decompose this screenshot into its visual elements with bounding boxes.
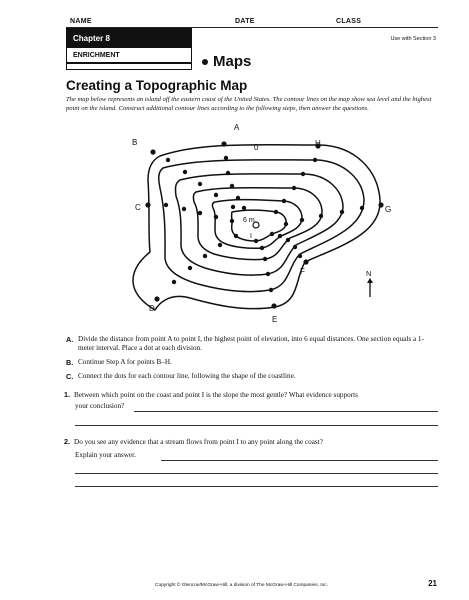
step-a-text: Divide the distance from point A to point I, the highest point of elevation, into 6 equal distances. One section equals a 1-meter interval. Place a dot at each division. xyxy=(78,335,424,352)
dot-c-3 xyxy=(198,211,202,215)
dot-c-2 xyxy=(182,207,186,211)
dot-f-3 xyxy=(286,238,290,242)
sea-level-label: 0 xyxy=(254,143,259,152)
point-e-label: E xyxy=(272,315,278,324)
dot-e-1 xyxy=(269,288,273,292)
point-g-dot xyxy=(378,202,383,207)
question-2-label: 2. xyxy=(64,437,70,446)
class-label: CLASS xyxy=(336,18,362,25)
dot-f-5 xyxy=(270,232,274,236)
point-f-dot xyxy=(303,259,308,264)
date-label: DATE xyxy=(235,18,255,25)
step-c-label: C. xyxy=(66,372,74,381)
question-1-label: 1. xyxy=(64,390,70,399)
dot-a-2 xyxy=(226,171,230,175)
dot-h-3 xyxy=(292,186,296,190)
dot-d-4 xyxy=(218,243,222,247)
dot-f-2 xyxy=(293,245,297,249)
dot-d-1 xyxy=(172,280,176,284)
point-h-label: H xyxy=(315,139,321,148)
step-a-label: A. xyxy=(66,335,74,344)
dot-g-2 xyxy=(340,210,344,214)
dot-h-4 xyxy=(282,199,286,203)
point-c-dot xyxy=(145,202,150,207)
dot-a-1 xyxy=(224,156,228,160)
dot-h-5 xyxy=(274,210,278,214)
point-f-label: F xyxy=(300,267,305,276)
answer-line-2a[interactable] xyxy=(161,460,438,461)
dot-e-5 xyxy=(254,239,258,243)
activity-intro: The map below represents an island off the eastern coast of the United States. The contour lines on the map show sea level and the highest point on the island. Construct additional contour lines according to the following steps, then answer the questions. xyxy=(66,96,432,112)
point-a-label: A xyxy=(234,123,240,132)
dot-e-2 xyxy=(266,272,270,276)
dot-h-1 xyxy=(313,158,317,162)
question-1-line2: your conclusion? xyxy=(75,402,125,410)
name-label: NAME xyxy=(70,18,92,25)
section-title-text: Maps xyxy=(213,53,252,70)
dot-e-3 xyxy=(263,257,267,261)
dot-e-4 xyxy=(260,246,264,250)
question-1 xyxy=(64,390,442,400)
peak-label: I xyxy=(250,233,252,240)
question-2-line2: Explain your answer. xyxy=(75,451,136,459)
page-number: 21 xyxy=(428,579,437,588)
step-b-label: B. xyxy=(66,358,74,367)
dot-g-3 xyxy=(319,214,323,218)
answer-line-1a[interactable] xyxy=(134,411,438,412)
dot-h-2 xyxy=(301,172,305,176)
dot-d-5 xyxy=(234,234,238,238)
dot-a-4 xyxy=(236,196,240,200)
peak-elevation-label: 6 m xyxy=(243,217,255,224)
step-c xyxy=(66,372,440,381)
dot-c-4 xyxy=(214,215,218,219)
step-b-text: Continue Step A for points B–H. xyxy=(78,358,172,366)
answer-line-1b[interactable] xyxy=(75,425,438,426)
step-c-text: Connect the dots for each contour line, following the shape of the coastline. xyxy=(78,372,296,380)
dot-c-5 xyxy=(230,219,234,223)
dot-b-1 xyxy=(166,158,170,162)
north-arrow-icon xyxy=(367,278,373,297)
copyright-notice: Copyright © Glencoe/McGraw-Hill, a division of The McGraw-Hill Companies, Inc. xyxy=(155,583,328,588)
step-a xyxy=(66,335,440,353)
use-with-note: Use with Section 3 xyxy=(390,36,436,42)
dot-c-1 xyxy=(164,203,168,207)
point-d-label: D xyxy=(149,304,155,313)
dot-a-3 xyxy=(230,184,234,188)
answer-line-2b[interactable] xyxy=(75,473,438,474)
dot-b-4 xyxy=(214,193,218,197)
point-a-dot xyxy=(221,141,226,146)
dot-b-5 xyxy=(231,205,235,209)
point-d-dot xyxy=(154,296,159,301)
activity-title: Creating a Topographic Map xyxy=(66,78,248,93)
dot-f-4 xyxy=(278,234,282,238)
question-2 xyxy=(64,437,442,447)
dot-b-2 xyxy=(183,170,187,174)
question-2-text: Do you see any evidence that a stream flows from point I to any point along the coast? xyxy=(74,438,323,446)
point-b-dot xyxy=(150,149,155,154)
dot-g-5 xyxy=(284,222,288,226)
question-1-text: Between which point on the coast and point I is the slope the most gentle? What evidence supports xyxy=(74,391,358,399)
point-g-label: G xyxy=(385,205,392,214)
point-e-dot xyxy=(271,303,276,308)
dot-g-4 xyxy=(300,218,304,222)
point-b-label: B xyxy=(132,138,138,147)
dot-f-1 xyxy=(298,254,302,258)
north-label: N xyxy=(366,269,372,278)
dot-g-1 xyxy=(360,206,364,210)
enrichment-label: ENRICHMENT xyxy=(67,48,191,64)
answer-line-2c[interactable] xyxy=(75,486,438,487)
dot-d-3 xyxy=(203,254,207,258)
point-c-label: C xyxy=(135,203,141,212)
chapter-label: Chapter 8 xyxy=(67,29,191,48)
dot-a-5 xyxy=(242,206,246,210)
step-b xyxy=(66,358,440,367)
dot-b-3 xyxy=(198,182,202,186)
dot-d-2 xyxy=(188,266,192,270)
